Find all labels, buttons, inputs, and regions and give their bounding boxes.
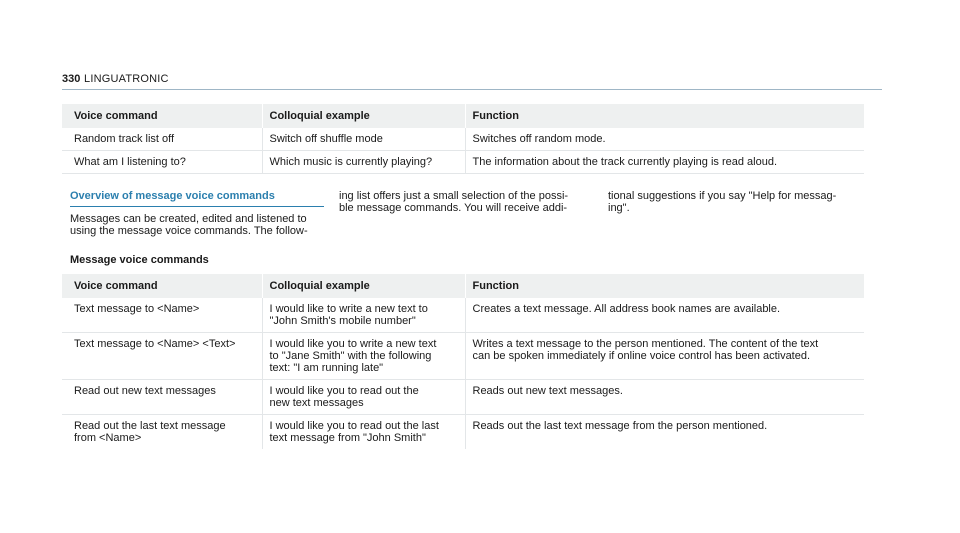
body-text-column-3: tional suggestions if you say "Help for messag- ing". [608,190,837,214]
table-cell: Read out new text messages [62,380,262,415]
table-header-row [62,104,864,128]
table-cell: I would like you to read out the new text messages [262,380,465,415]
table-cell: Creates a text message. All address book names are available. [465,298,864,333]
message-voice-command-table [62,274,864,449]
column-header: Function [465,104,864,128]
table-cell: Read out the last text message from <Name> [74,420,226,444]
column-header: Voice command [62,104,262,128]
table-row [62,380,864,415]
table-row [62,128,864,151]
table-cell: Which music is currently playing? [262,151,465,174]
body-text-column-2: ing list offers just a small selection of the possi- ble message commands. You will receive addi- [339,190,569,214]
table-cell: Switch off shuffle mode [262,128,465,151]
column-header: Function [465,274,864,298]
table-cell: Text message to <Name> [62,298,262,333]
table-row [62,298,864,333]
table-row [62,415,864,450]
table-header-row [62,274,864,298]
table-cell: Writes a text message to the person mentioned. The content of the text can be spoken immediately if online voice control has been activated. [465,333,864,380]
table-cell: Random track list off [62,128,262,151]
table-cell: Text message to <Name> <Text> [62,333,262,380]
page-number: 330 [62,73,81,85]
voice-command-table [62,104,864,174]
table-row [62,151,864,174]
table-cell: Reads out the last text message from the person mentioned. [465,415,864,450]
table-subheading: Message voice commands [70,254,209,266]
section-title-underline [70,206,324,207]
table-cell: Switches off random mode. [465,128,864,151]
table-cell: I would like to write a new text to "John Smith's mobile number" [262,298,465,333]
table-cell: What am I listening to? [62,151,262,174]
table-cell: I would like you to write a new text to "Jane Smith" with the following text: "I am running late" [262,333,465,380]
table-cell: The information about the track currently playing is read aloud. [465,151,864,174]
chapter-title: LINGUATRONIC [84,73,169,85]
body-text-column-1: Messages can be created, edited and listened to using the message voice commands. The follow- [70,213,308,237]
section-title: Overview of message voice commands [70,190,275,202]
header-divider [62,89,882,90]
column-header: Voice command [62,274,262,298]
column-header: Colloquial example [262,274,465,298]
table-row [62,333,864,380]
table-cell: Reads out new text messages. [465,380,864,415]
column-header: Colloquial example [262,104,465,128]
table-cell: I would like you to read out the last text message from "John Smith" [262,415,465,450]
